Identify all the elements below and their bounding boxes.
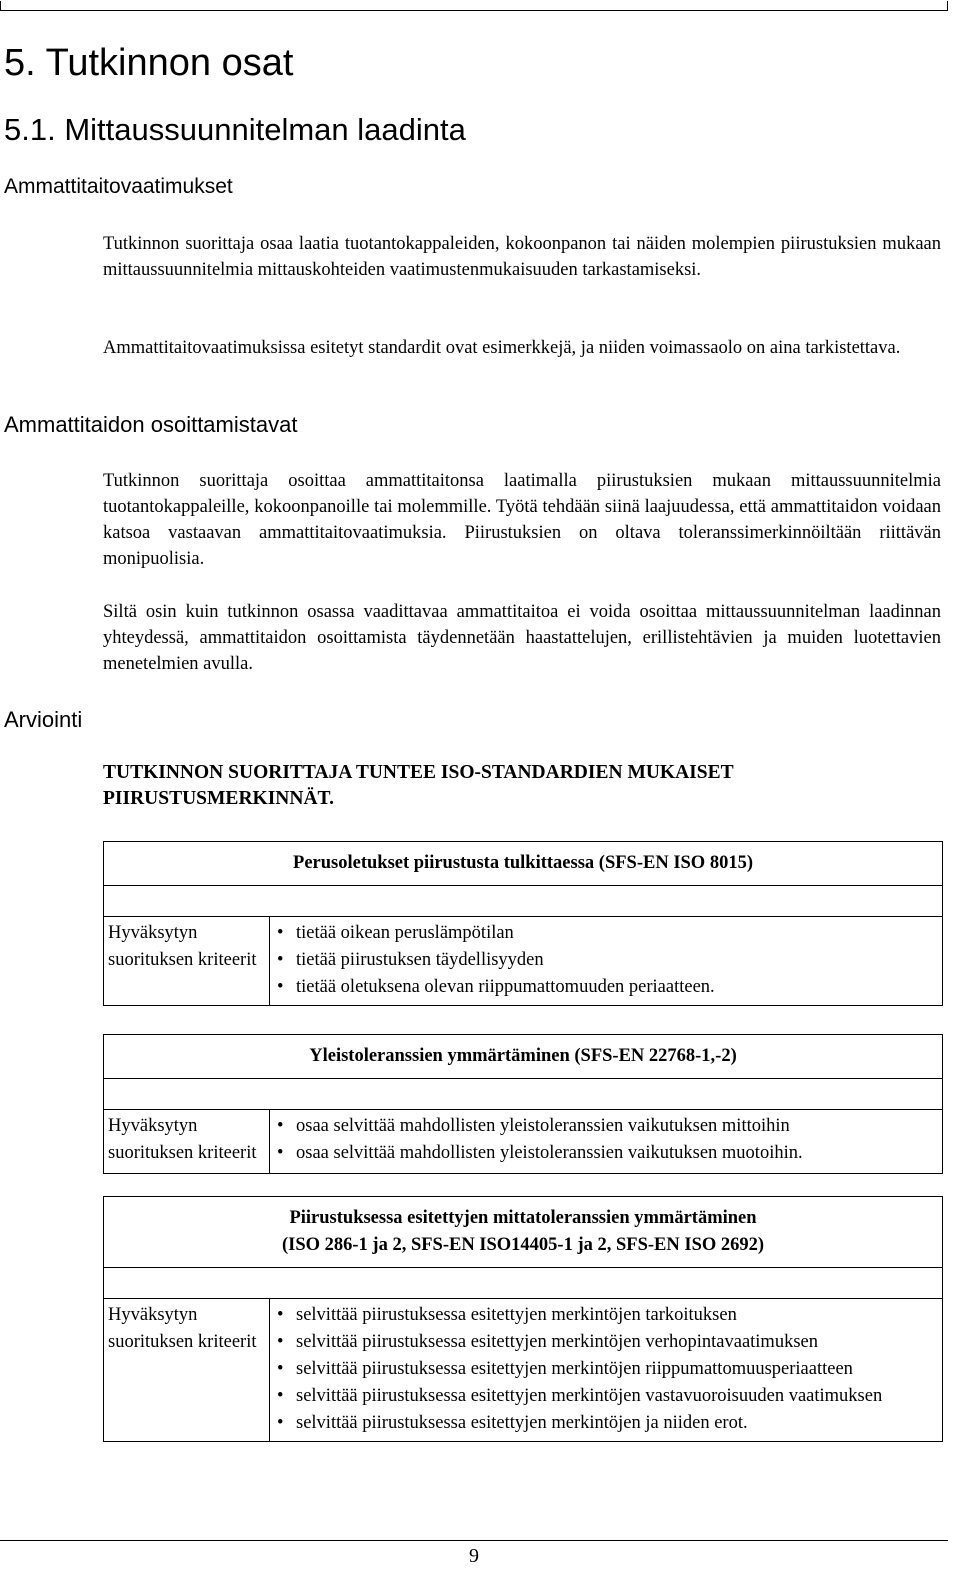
criteria-label: Hyväksytyn suorituksen kriteerit	[104, 917, 270, 1006]
table-title-text: Perusoletukset piirustusta tulkittaessa (SFS-EN ISO 8015)	[293, 853, 753, 873]
table-title	[104, 842, 943, 886]
criteria-list	[276, 1113, 938, 1167]
section-heading: 5.1. Mittaussuunnitelman laadinta	[4, 112, 466, 147]
list-item: • tietää piirustuksen täydellisyyden	[296, 947, 938, 974]
criteria-label: Hyväksytyn suorituksen kriteerit	[104, 1299, 270, 1442]
requirements-heading: Ammattitaitovaatimukset	[4, 175, 233, 198]
list-item: • selvittää piirustuksessa esitettyjen merkintöjen tarkoituksen	[296, 1302, 938, 1329]
table-title-line-1: Piirustuksessa esitettyjen mittatoleranssien ymmärtäminen	[289, 1208, 757, 1228]
criteria-table-basic-assumptions	[103, 841, 943, 1006]
table-spacer-row	[104, 886, 943, 917]
list-item: • tietää oikean peruslämpötilan	[296, 920, 938, 947]
footer-rule	[0, 1540, 948, 1541]
criteria-list-cell	[270, 917, 943, 1006]
assessment-heading: Arviointi	[4, 707, 83, 732]
table-spacer-row	[104, 1268, 943, 1299]
list-item: • tietää oletuksena olevan riippumattomuuden periaatteen.	[296, 974, 938, 1001]
criteria-list	[276, 1302, 938, 1437]
chapter-heading: 5. Tutkinnon osat	[4, 42, 294, 84]
criteria-list	[276, 920, 938, 1001]
list-item: • selvittää piirustuksessa esitettyjen merkintöjen riippumattomuusperiaatteen	[296, 1356, 938, 1383]
list-item: • selvittää piirustuksessa esitettyjen merkintöjen vastavuoroisuuden vaatimuksen	[296, 1383, 938, 1410]
demonstration-paragraph-2: Siltä osin kuin tutkinnon osassa vaadittavaa ammattitaitoa ei voida osoittaa mittaussuunnitelman laadinnan yhteydessä, ammattitaidon osoittamista täydennetään haastattelujen, erillistehtävien ja muiden luotettavien menetelmien avulla.	[103, 602, 941, 674]
criteria-table-dimension-tolerances	[103, 1196, 943, 1442]
criteria-list-cell	[270, 1299, 943, 1442]
top-rule	[0, 10, 948, 11]
table-title-line-2: (ISO 286-1 ja 2, SFS-EN ISO14405-1 ja 2, SFS-EN ISO 2692)	[281, 1235, 765, 1255]
demonstration-paragraph-1: Tutkinnon suorittaja osoittaa ammattitaitonsa laatimalla piirustuksien mukaan mittaussuunnitelmia tuotantokappaleille, kokoonpanoille tai molemmille. Työtä tehdään siinä laajuudessa, että ammattitaidon voidaan katsoa vastaavan ammattitaitovaatimuksia. Piirustuksien on oltava toleranssimerkinnöiltään riittävän monipuolisia.	[103, 471, 941, 569]
list-item: • osaa selvittää mahdollisten yleistoleranssien vaikutuksen mittoihin	[296, 1113, 938, 1140]
criteria-table-general-tolerances	[103, 1034, 943, 1174]
criteria-list-cell	[270, 1110, 943, 1174]
list-item: • selvittää piirustuksessa esitettyjen merkintöjen verhopintavaatimuksen	[296, 1329, 938, 1356]
requirements-paragraph-2: Ammattitaitovaatimuksissa esitetyt standardit ovat esimerkkejä, ja niiden voimassaolo on aina tarkistettava.	[103, 338, 901, 358]
list-item: • osaa selvittää mahdollisten yleistoleranssien vaikutuksen muotoihin.	[296, 1140, 938, 1167]
demonstration-heading: Ammattitaidon osoittamistavat	[4, 412, 298, 437]
criteria-label: Hyväksytyn suorituksen kriteerit	[104, 1110, 270, 1174]
requirements-paragraph-1: Tutkinnon suorittaja osaa laatia tuotantokappaleiden, kokoonpanon tai näiden molempien piirustuksien mukaan mittaussuunnitelmia mittauskohteiden vaatimustenmukaisuuden tarkastamiseksi.	[103, 234, 941, 280]
table-title	[104, 1197, 943, 1268]
assessment-statement: TUTKINNON SUORITTAJA TUNTEE ISO-STANDARDIEN MUKAISET PIIRUSTUSMERKINNÄT.	[103, 762, 734, 809]
page-number: 9	[469, 1545, 479, 1567]
table-title-text: Yleistoleranssien ymmärtäminen (SFS-EN 22768-1,-2)	[309, 1046, 737, 1066]
list-item: • selvittää piirustuksessa esitettyjen merkintöjen ja niiden erot.	[296, 1410, 938, 1437]
table-spacer-row	[104, 1079, 943, 1110]
table-title	[104, 1035, 943, 1079]
